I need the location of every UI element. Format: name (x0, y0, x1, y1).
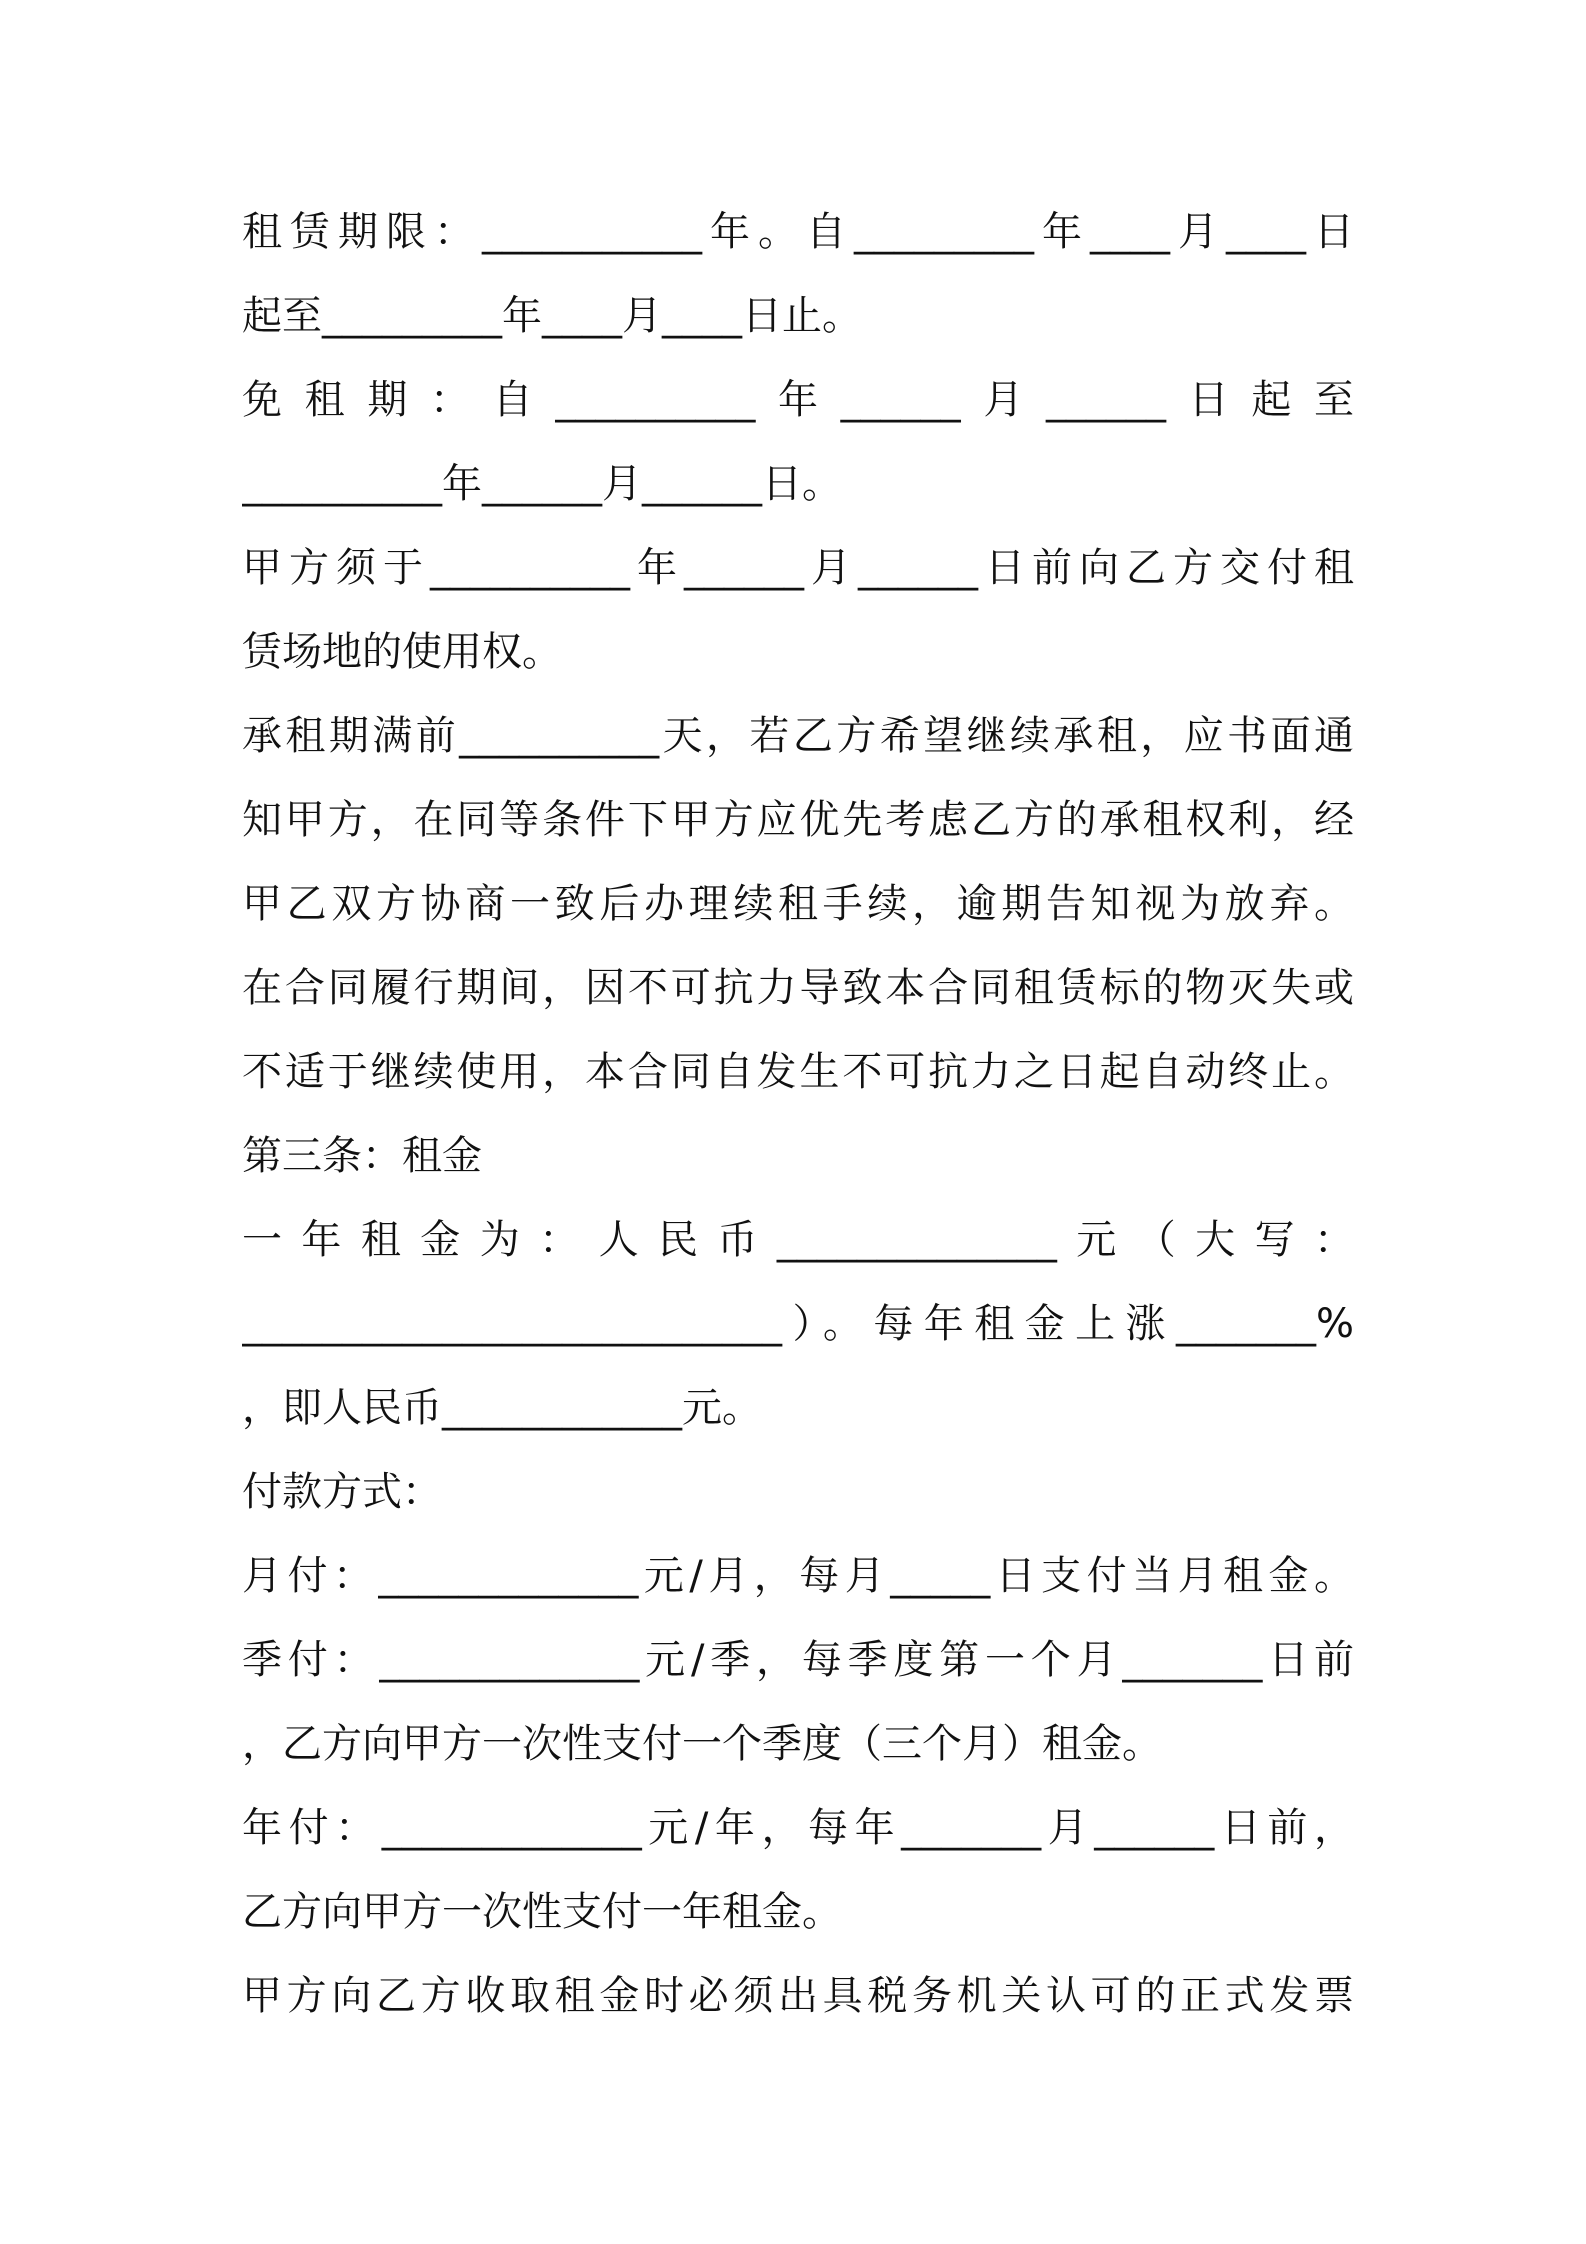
force-majeure-line: 在合同履行期间，因不可抗力导致本合同租赁标的物灭失或 (242, 965, 1354, 1011)
article-three-heading: 第三条：租金 (242, 1133, 482, 1179)
annual-rent-line: 一年租金为：人民币______________元（大写： (242, 1217, 1354, 1263)
lease-term-end-line: 起至_________年____月____日止。 (242, 293, 862, 339)
renewal-priority-line: 知甲方，在同等条件下甲方应优先考虑乙方的承租权利，经 (242, 797, 1354, 843)
rent-free-period-end-line: __________年______月______日。 (242, 461, 842, 507)
monthly-payment-line: 月付：_____________元/月，每月_____日支付当月租金。 (242, 1553, 1354, 1599)
renewal-notice-line: 承租期满前__________天，若乙方希望继续承租，应书面通 (242, 713, 1354, 759)
annual-payment-line: 年付：_____________元/年，每年_______月______日前， (242, 1805, 1354, 1851)
renewal-procedure-line: 甲乙双方协商一致后办理续租手续，逾期告知视为放弃。 (242, 881, 1354, 927)
delivery-usage-line: 赁场地的使用权。 (242, 629, 562, 675)
payment-method-heading: 付款方式： (242, 1469, 442, 1515)
delivery-date-line: 甲方须于__________年______月______日前向乙方交付租 (242, 545, 1354, 591)
invoice-requirement-line: 甲方向乙方收取租金时必须出具税务机关认可的正式发票 (242, 1973, 1354, 2019)
annual-payment-detail-line: 乙方向甲方一次性支付一年租金。 (242, 1889, 842, 1935)
rent-free-period-line: 免租期：自__________年______月______日起至 (242, 377, 1354, 423)
quarterly-payment-line: 季付：_____________元/季，每季度第一个月_______日前 (242, 1637, 1354, 1683)
rent-increase-line: ___________________________）。每年租金上涨_______% (242, 1301, 1354, 1347)
quarterly-payment-detail-line: ，乙方向甲方一次性支付一个季度（三个月）租金。 (242, 1721, 1162, 1767)
force-majeure-termination-line: 不适于继续使用，本合同自发生不可抗力之日起自动终止。 (242, 1049, 1354, 1095)
lease-term-line: 租赁期限：___________年。自_________年____月____日 (242, 209, 1354, 255)
contract-text (242, 190, 1354, 2038)
rent-increase-amount-line: ，即人民币____________元。 (242, 1385, 762, 1431)
